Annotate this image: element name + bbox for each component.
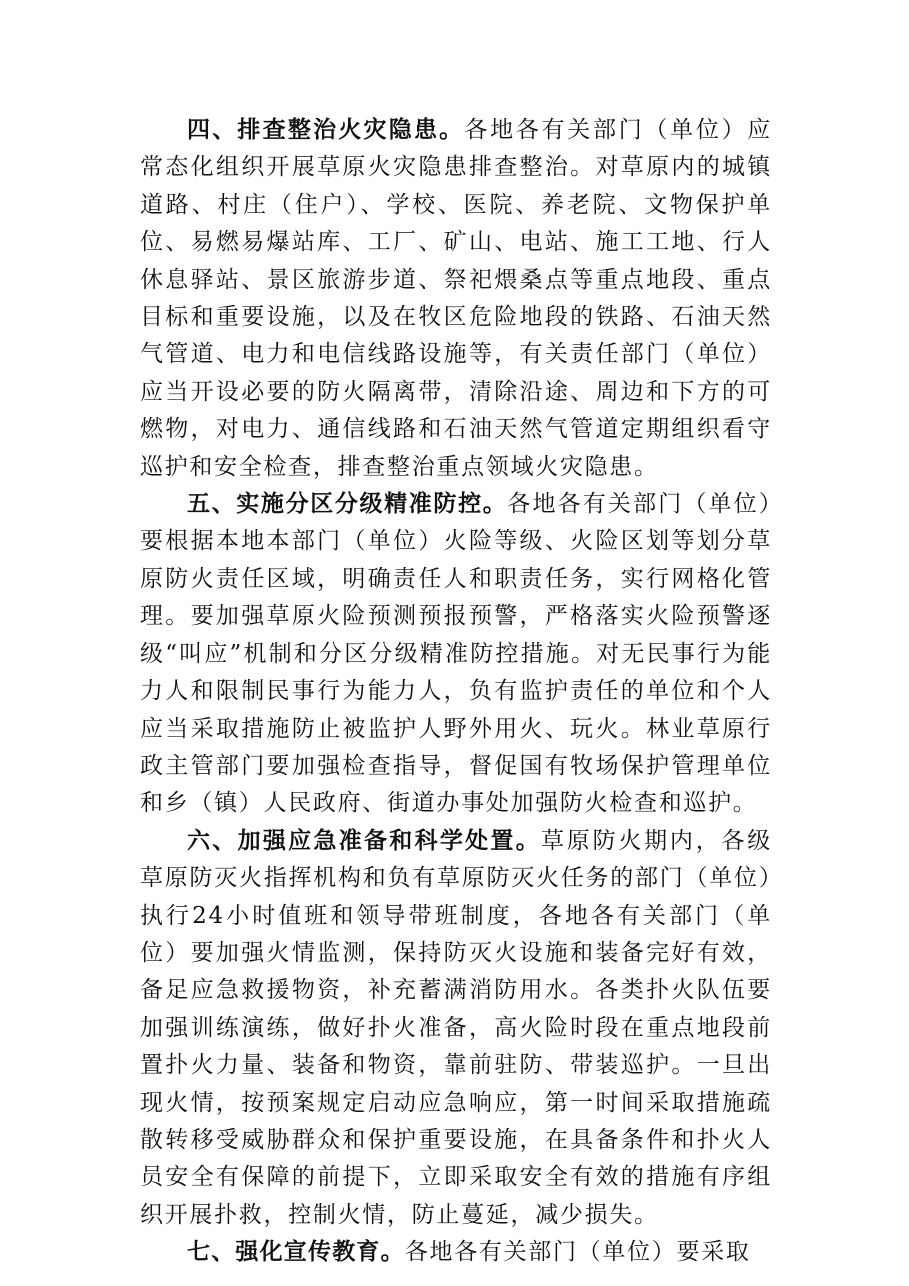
section-4-paragraph bbox=[140, 112, 772, 486]
section-7-paragraph bbox=[140, 1234, 772, 1271]
section-4-heading: 四、排查整治火灾隐患。 bbox=[187, 117, 465, 143]
section-5-text: 各地各有关部门（单位）要根据本地本部门（单位）火险等级、火险区划等划分草原防火责任区域，明确责任人和职责任务，实行网格化管理。要加强草原火险预测预报预警，严格落实火险预警逐级“叫应”机制和分区分级精准防控措施。对无民事行为能力人和限制民事行为能力人，负有监护责任的单位和个人应当采取措施防止被监护人野外用火、玩火。林业草原行政主管部门要加强检查指导，督促国有牧场保护管理单位和乡（镇）人民政府、街道办事处加强防火检查和巡护。 bbox=[140, 491, 772, 817]
section-5-heading: 五、实施分区分级精准防控。 bbox=[187, 491, 508, 518]
document-body bbox=[140, 112, 772, 1272]
section-6-paragraph bbox=[140, 823, 772, 1234]
section-6-heading: 六、加强应急准备和科学处置。 bbox=[187, 827, 541, 854]
section-6-text: 草原防火期内，各级草原防灭火指挥机构和负有草原防灭火任务的部门（单位）执行24小时值班和领导带班制度，各地各有关部门（单位）要加强火情监测，保持防灭火设施和装备完好有效，备足应急救援物资，补充蓄满消防用水。各类扑火队伍要加强训练演练，做好扑火准备，高火险时段在重点地段前置扑火力量、装备和物资，靠前驻防、带装巡护。一旦出现火情，按预案规定启动应急响应，第一时间采取措施疏散转移受威胁群众和保护重要设施，在具备条件和扑火人员安全有保障的前提下，立即采取安全有效的措施有序组织开展扑救，控制火情，防止蔓延，减少损失。 bbox=[140, 827, 772, 1228]
section-7-heading: 七、强化宣传教育。 bbox=[187, 1239, 405, 1266]
section-7-text: 各地各有关部门（单位）要采取 bbox=[404, 1239, 751, 1266]
section-5-paragraph bbox=[140, 486, 772, 823]
section-4-text: 各地各有关部门（单位）应常态化组织开展草原火灾隐患排查整治。对草原内的城镇道路、村庄（住户）、学校、医院、养老院、文物保护单位、易燃易爆站库、工厂、矿山、电站、施工工地、行人休息驿站、景区旅游步道、祭祀煨桑点等重点地段、重点目标和重要设施，以及在牧区危险地段的铁路、石油天然气管道、电力和电信线路设施等，有关责任部门（单位）应当开设必要的防火隔离带，清除沿途、周边和下方的可燃物，对电力、通信线路和石油天然气管道定期组织看守巡护和安全检查，排查整治重点领域火灾隐患。 bbox=[140, 117, 773, 480]
